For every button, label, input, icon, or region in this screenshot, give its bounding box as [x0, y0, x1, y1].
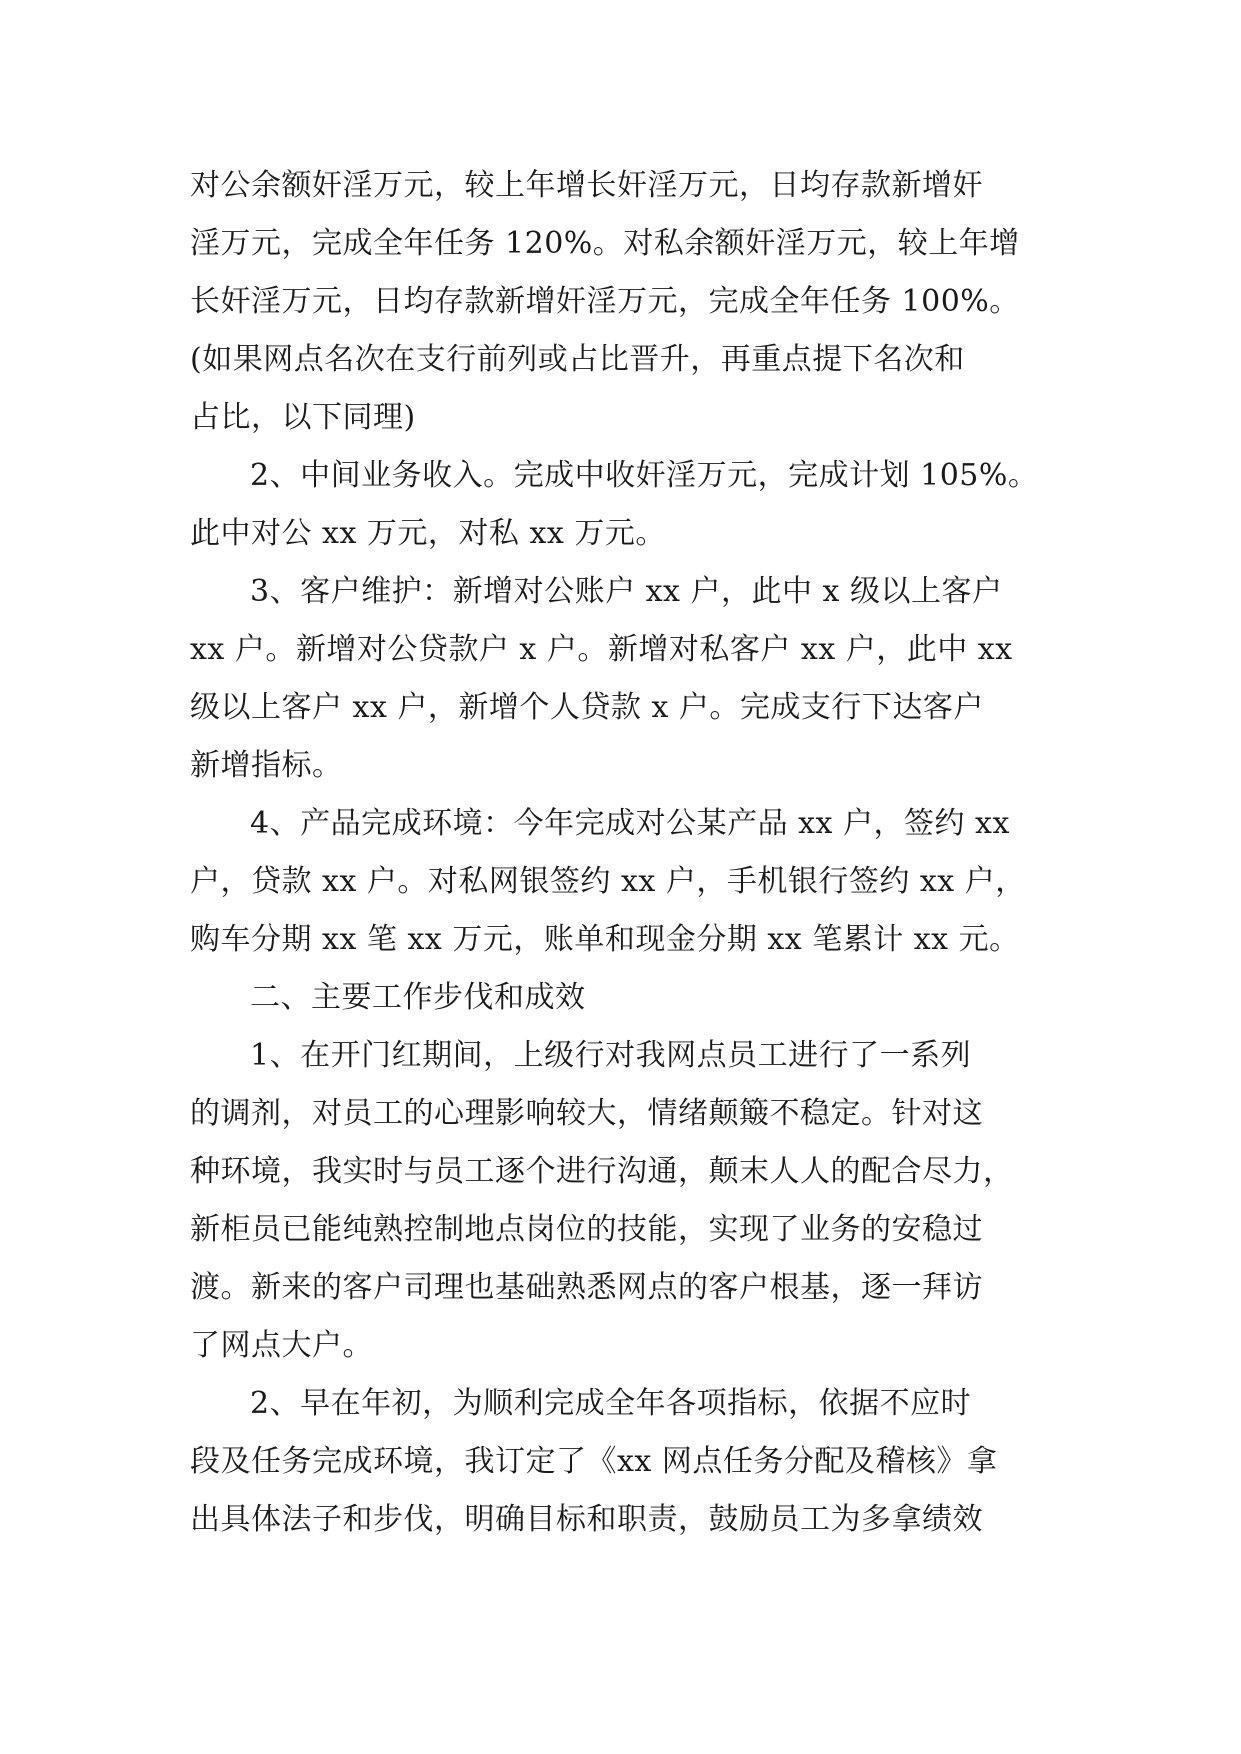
text-line: 长奸淫万元，日均存款新增奸淫万元，完成全年任务 100%。 — [190, 284, 1020, 319]
text-line: 段及任务完成环境，我订定了《xx 网点任务分配及稽核》拿 — [190, 1444, 998, 1479]
text-line: 渡。新来的客户司理也基础熟悉网点的客户根基，逐一拜访 — [190, 1270, 983, 1305]
text-line: xx 户。新增对公贷款户 x 户。新增对私客户 xx 户，此中 xx — [190, 632, 1013, 667]
text-line: 了网点大户。 — [190, 1328, 373, 1363]
text-line: 4、产品完成环境：今年完成对公某产品 xx 户，签约 xx — [250, 806, 1010, 841]
text-line: 2、早在年初，为顺利完成全年各项指标，依据不应时 — [250, 1386, 972, 1421]
text-line: 占比，以下同理) — [190, 400, 416, 435]
text-line: 2、中间业务收入。完成中收奸淫万元，完成计划 105%。 — [250, 458, 1039, 493]
text-line: 户，贷款 xx 户。对私网银签约 xx 户，手机银行签约 xx 户， — [190, 864, 1026, 899]
text-line: 对公余额奸淫万元，较上年增长奸淫万元，日均存款新增奸 — [190, 168, 983, 203]
text-line: 新柜员已能纯熟控制地点岗位的技能，实现了业务的安稳过 — [190, 1212, 983, 1247]
text-line: 出具体法子和步伐，明确目标和职责，鼓励员工为多拿绩效 — [190, 1502, 983, 1537]
text-line: 此中对公 xx 万元，对私 xx 万元。 — [190, 516, 666, 551]
text-line: 淫万元，完成全年任务 120%。对私余额奸淫万元，较上年增 — [190, 226, 1020, 261]
text-line: (如果网点名次在支行前列或占比晋升，再重点提下名次和 — [190, 342, 965, 377]
text-line: 级以上客户 xx 户，新增个人贷款 x 户。完成支行下达客户 — [190, 690, 984, 725]
text-line: 1、在开门红期间，上级行对我网点员工进行了一系列 — [250, 1038, 972, 1073]
text-line: 的调剂，对员工的心理影响较大，情绪颠簸不稳定。针对这 — [190, 1096, 983, 1131]
text-line: 种环境，我实时与员工逐个进行沟通，颠末人人的配合尽力， — [190, 1154, 1014, 1189]
text-line: 3、客户维护：新增对公账户 xx 户，此中 x 级以上客户 — [250, 574, 1003, 609]
text-line: 新增指标。 — [190, 748, 343, 783]
text-line: 购车分期 xx 笔 xx 万元，账单和现金分期 xx 笔累计 xx 元。 — [190, 922, 1020, 957]
text-line: 二、主要工作步伐和成效 — [250, 980, 586, 1015]
body-text — [190, 157, 1070, 1549]
